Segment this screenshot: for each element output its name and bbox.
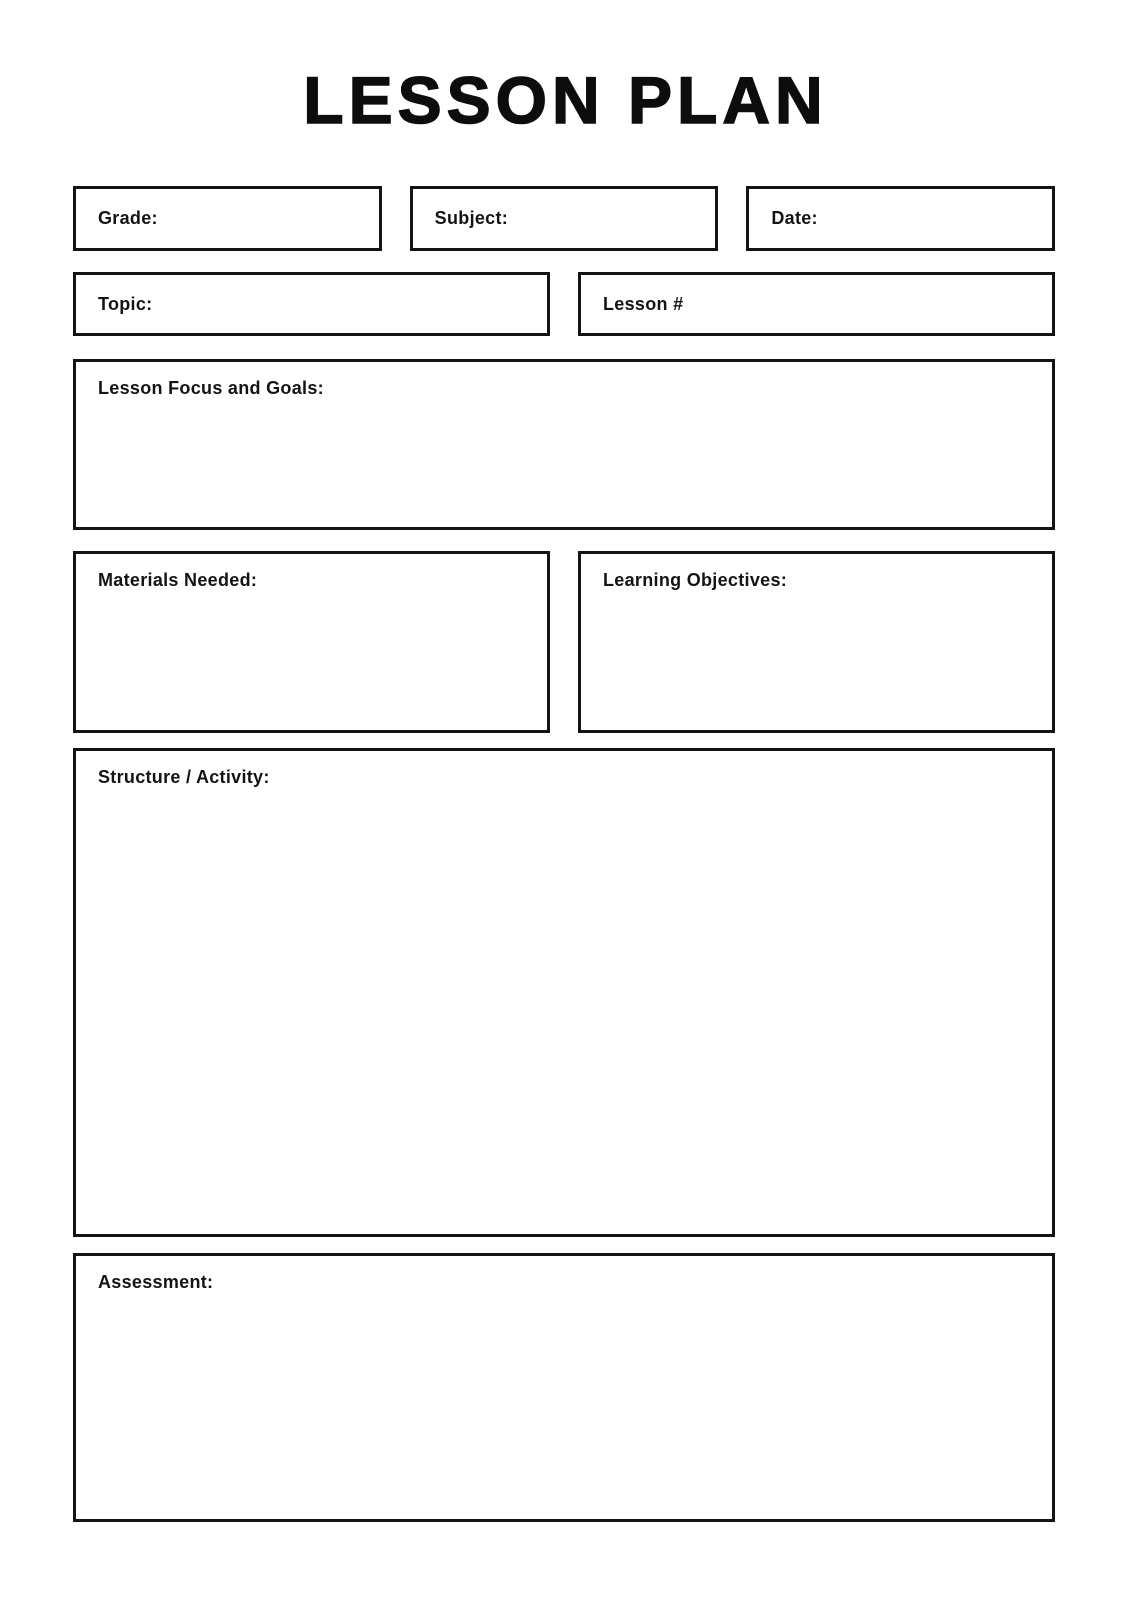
row-grade-subject-date	[73, 186, 1055, 251]
structure-activity-label: Structure / Activity:	[98, 767, 270, 787]
lesson-focus-goals-label: Lesson Focus and Goals:	[98, 378, 324, 398]
date-field[interactable]	[746, 186, 1055, 251]
topic-label: Topic:	[98, 293, 153, 314]
lesson-focus-goals-field[interactable]	[73, 359, 1055, 530]
subject-field[interactable]	[410, 186, 719, 251]
materials-needed-field[interactable]	[73, 551, 550, 733]
lesson-number-label: Lesson #	[603, 293, 684, 314]
row-lesson-focus	[73, 359, 1055, 530]
learning-objectives-field[interactable]	[578, 551, 1055, 733]
topic-field[interactable]	[73, 272, 550, 336]
assessment-field[interactable]	[73, 1253, 1055, 1522]
row-structure-activity	[73, 748, 1055, 1237]
row-topic-lesson-number	[73, 272, 1055, 336]
assessment-label: Assessment:	[98, 1272, 214, 1292]
grade-field[interactable]	[73, 186, 382, 251]
learning-objectives-label: Learning Objectives:	[603, 570, 788, 590]
subject-label: Subject:	[434, 208, 509, 228]
form-content	[0, 186, 1131, 1522]
page-title: LESSON PLAN	[303, 63, 828, 137]
lesson-number-field[interactable]	[578, 272, 1055, 336]
row-assessment	[73, 1253, 1055, 1522]
date-label: Date:	[771, 208, 818, 228]
row-materials-objectives	[73, 551, 1055, 733]
grade-label: Grade:	[98, 208, 158, 228]
structure-activity-field[interactable]	[73, 748, 1055, 1237]
materials-needed-label: Materials Needed:	[98, 570, 258, 590]
